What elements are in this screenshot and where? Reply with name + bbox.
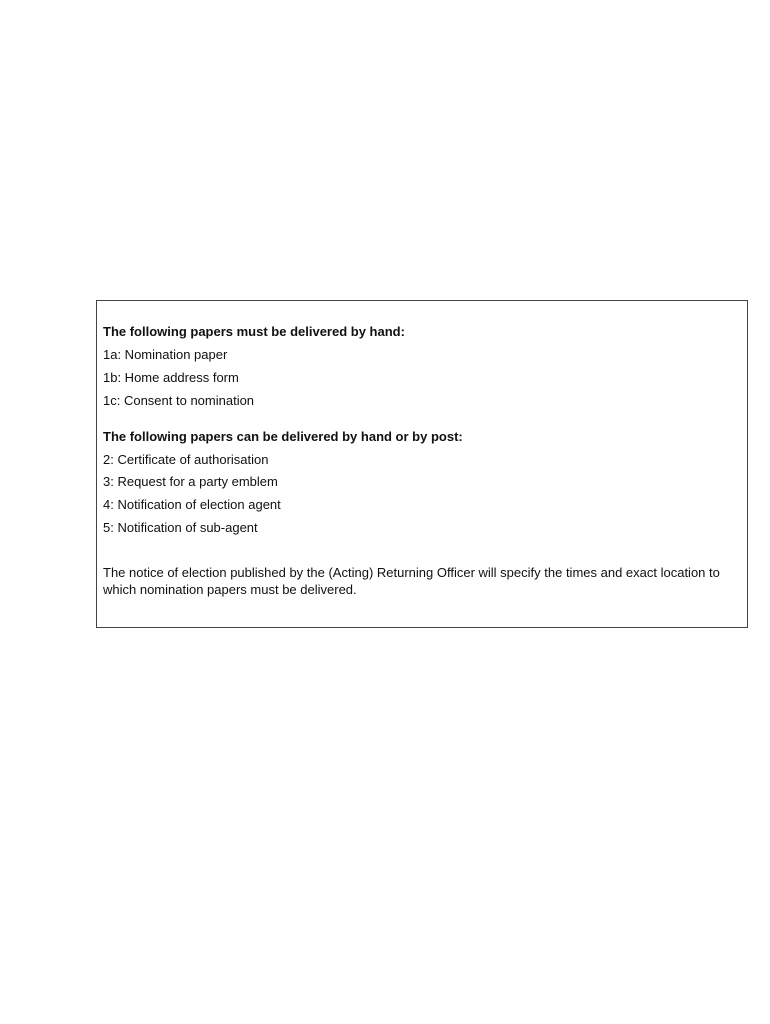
hand-or-post-heading: The following papers can be delivered by hand or by post:: [103, 428, 463, 444]
list-item: 5: Notification of sub-agent: [103, 519, 258, 535]
hand-delivery-heading: The following papers must be delivered by hand:: [103, 324, 405, 339]
list-item: 4: Notification of election agent: [103, 497, 281, 513]
delivery-notice-box: [96, 300, 748, 628]
list-item: 2: Certificate of authorisation: [103, 451, 269, 467]
list-item: 1c: Consent to nomination: [103, 392, 255, 408]
hand-delivery-section: [103, 323, 741, 410]
list-item: 3: Request for a party emblem: [103, 474, 278, 490]
election-notice-text: The notice of election published by the (Acting) Returning Officer will specify the times and exact location to which nomination papers must be delivered.: [103, 564, 720, 597]
hand-or-post-section: [103, 428, 741, 537]
list-item: 1a: Nomination paper: [103, 347, 228, 362]
list-item: 1b: Home address form: [103, 369, 239, 385]
